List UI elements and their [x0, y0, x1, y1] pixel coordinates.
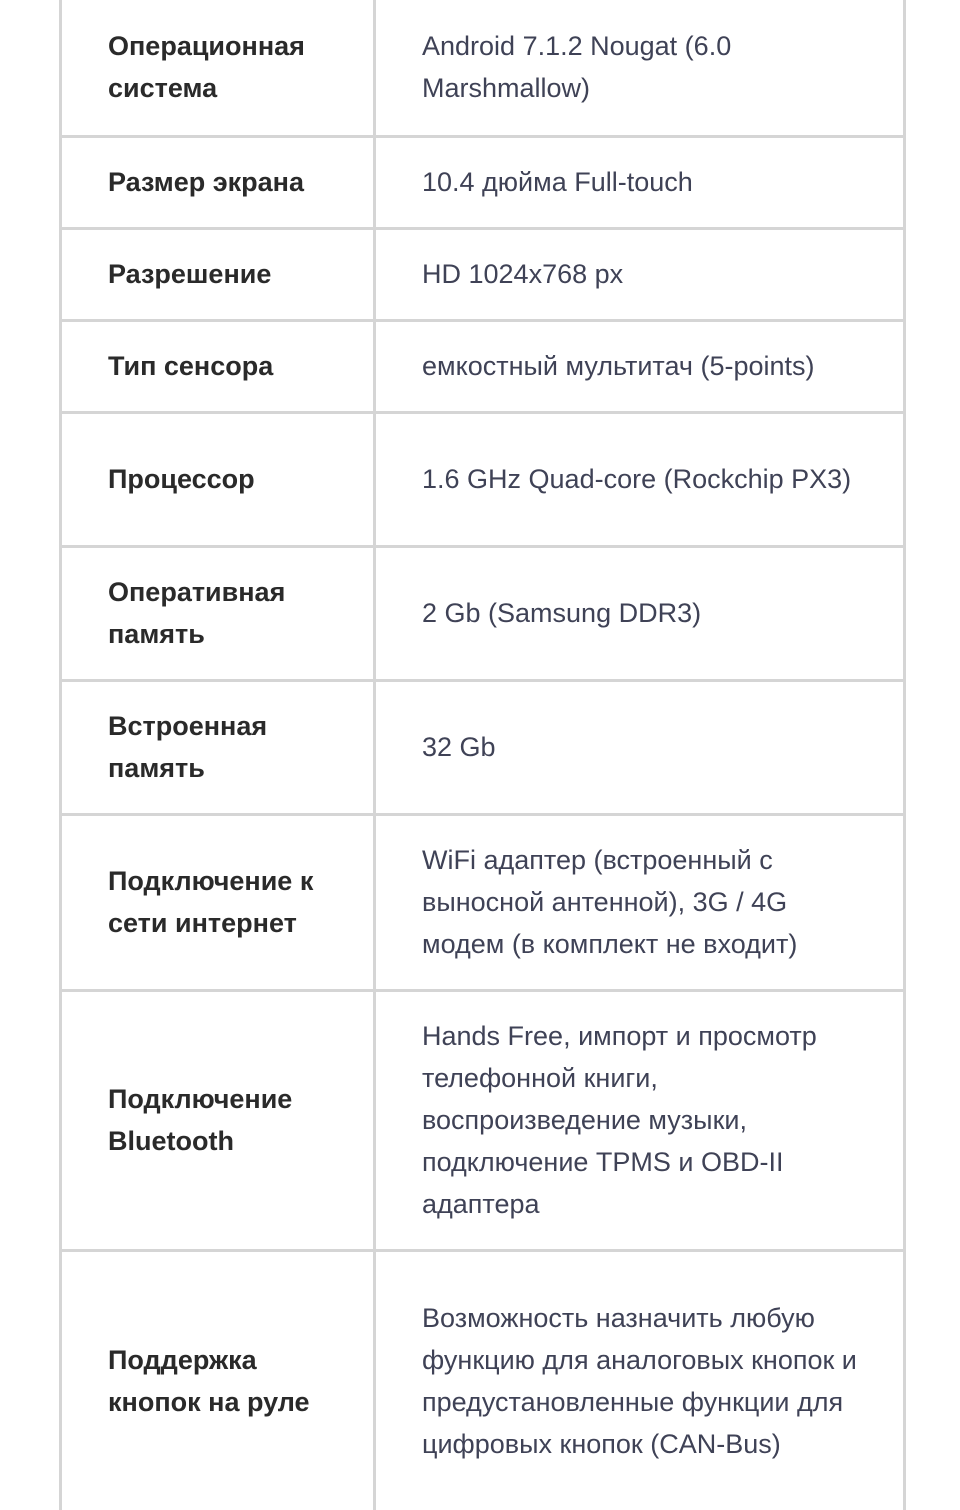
spec-label: Встроенная память: [61, 680, 375, 814]
table-row: [61, 1250, 905, 1510]
table-row: [61, 990, 905, 1250]
spec-value: Hands Free, импорт и просмотр телефонной книги, воспроизведение музыки, подключение TPMS и OBD-II адаптера: [375, 990, 905, 1250]
spec-label: Подключение Bluetooth: [61, 990, 375, 1250]
spec-value: 1.6 GHz Quad-core (Rockchip PX3): [375, 412, 905, 546]
spec-value: WiFi адаптер (встроенный с выносной антенной), 3G / 4G модем (в комплект не входит): [375, 814, 905, 990]
spec-label: Оперативная память: [61, 546, 375, 680]
table-row: [61, 680, 905, 814]
spec-value: Возможность назначить любую функцию для аналоговых кнопок и предустановленные функции для цифровых кнопок (CAN-Bus): [375, 1250, 905, 1510]
table-row: [61, 320, 905, 412]
spec-value: Android 7.1.2 Nougat (6.0 Marshmallow): [375, 0, 905, 136]
spec-value: HD 1024x768 px: [375, 228, 905, 320]
spec-value: 32 Gb: [375, 680, 905, 814]
spec-value: емкостный мультитач (5-points): [375, 320, 905, 412]
specifications-table: [59, 0, 906, 1510]
table-row: [61, 136, 905, 228]
spec-value: 2 Gb (Samsung DDR3): [375, 546, 905, 680]
spec-label: Поддержка кнопок на руле: [61, 1250, 375, 1510]
spec-label: Размер экрана: [61, 136, 375, 228]
spec-label: Подключение к сети интернет: [61, 814, 375, 990]
table-row: [61, 412, 905, 546]
table-row: [61, 814, 905, 990]
spec-label: Тип сенсора: [61, 320, 375, 412]
table-row: [61, 228, 905, 320]
spec-label: Операционная система: [61, 0, 375, 136]
spec-label: Процессор: [61, 412, 375, 546]
spec-value: 10.4 дюйма Full-touch: [375, 136, 905, 228]
table-row: [61, 546, 905, 680]
spec-label: Разрешение: [61, 228, 375, 320]
table-row: [61, 0, 905, 136]
